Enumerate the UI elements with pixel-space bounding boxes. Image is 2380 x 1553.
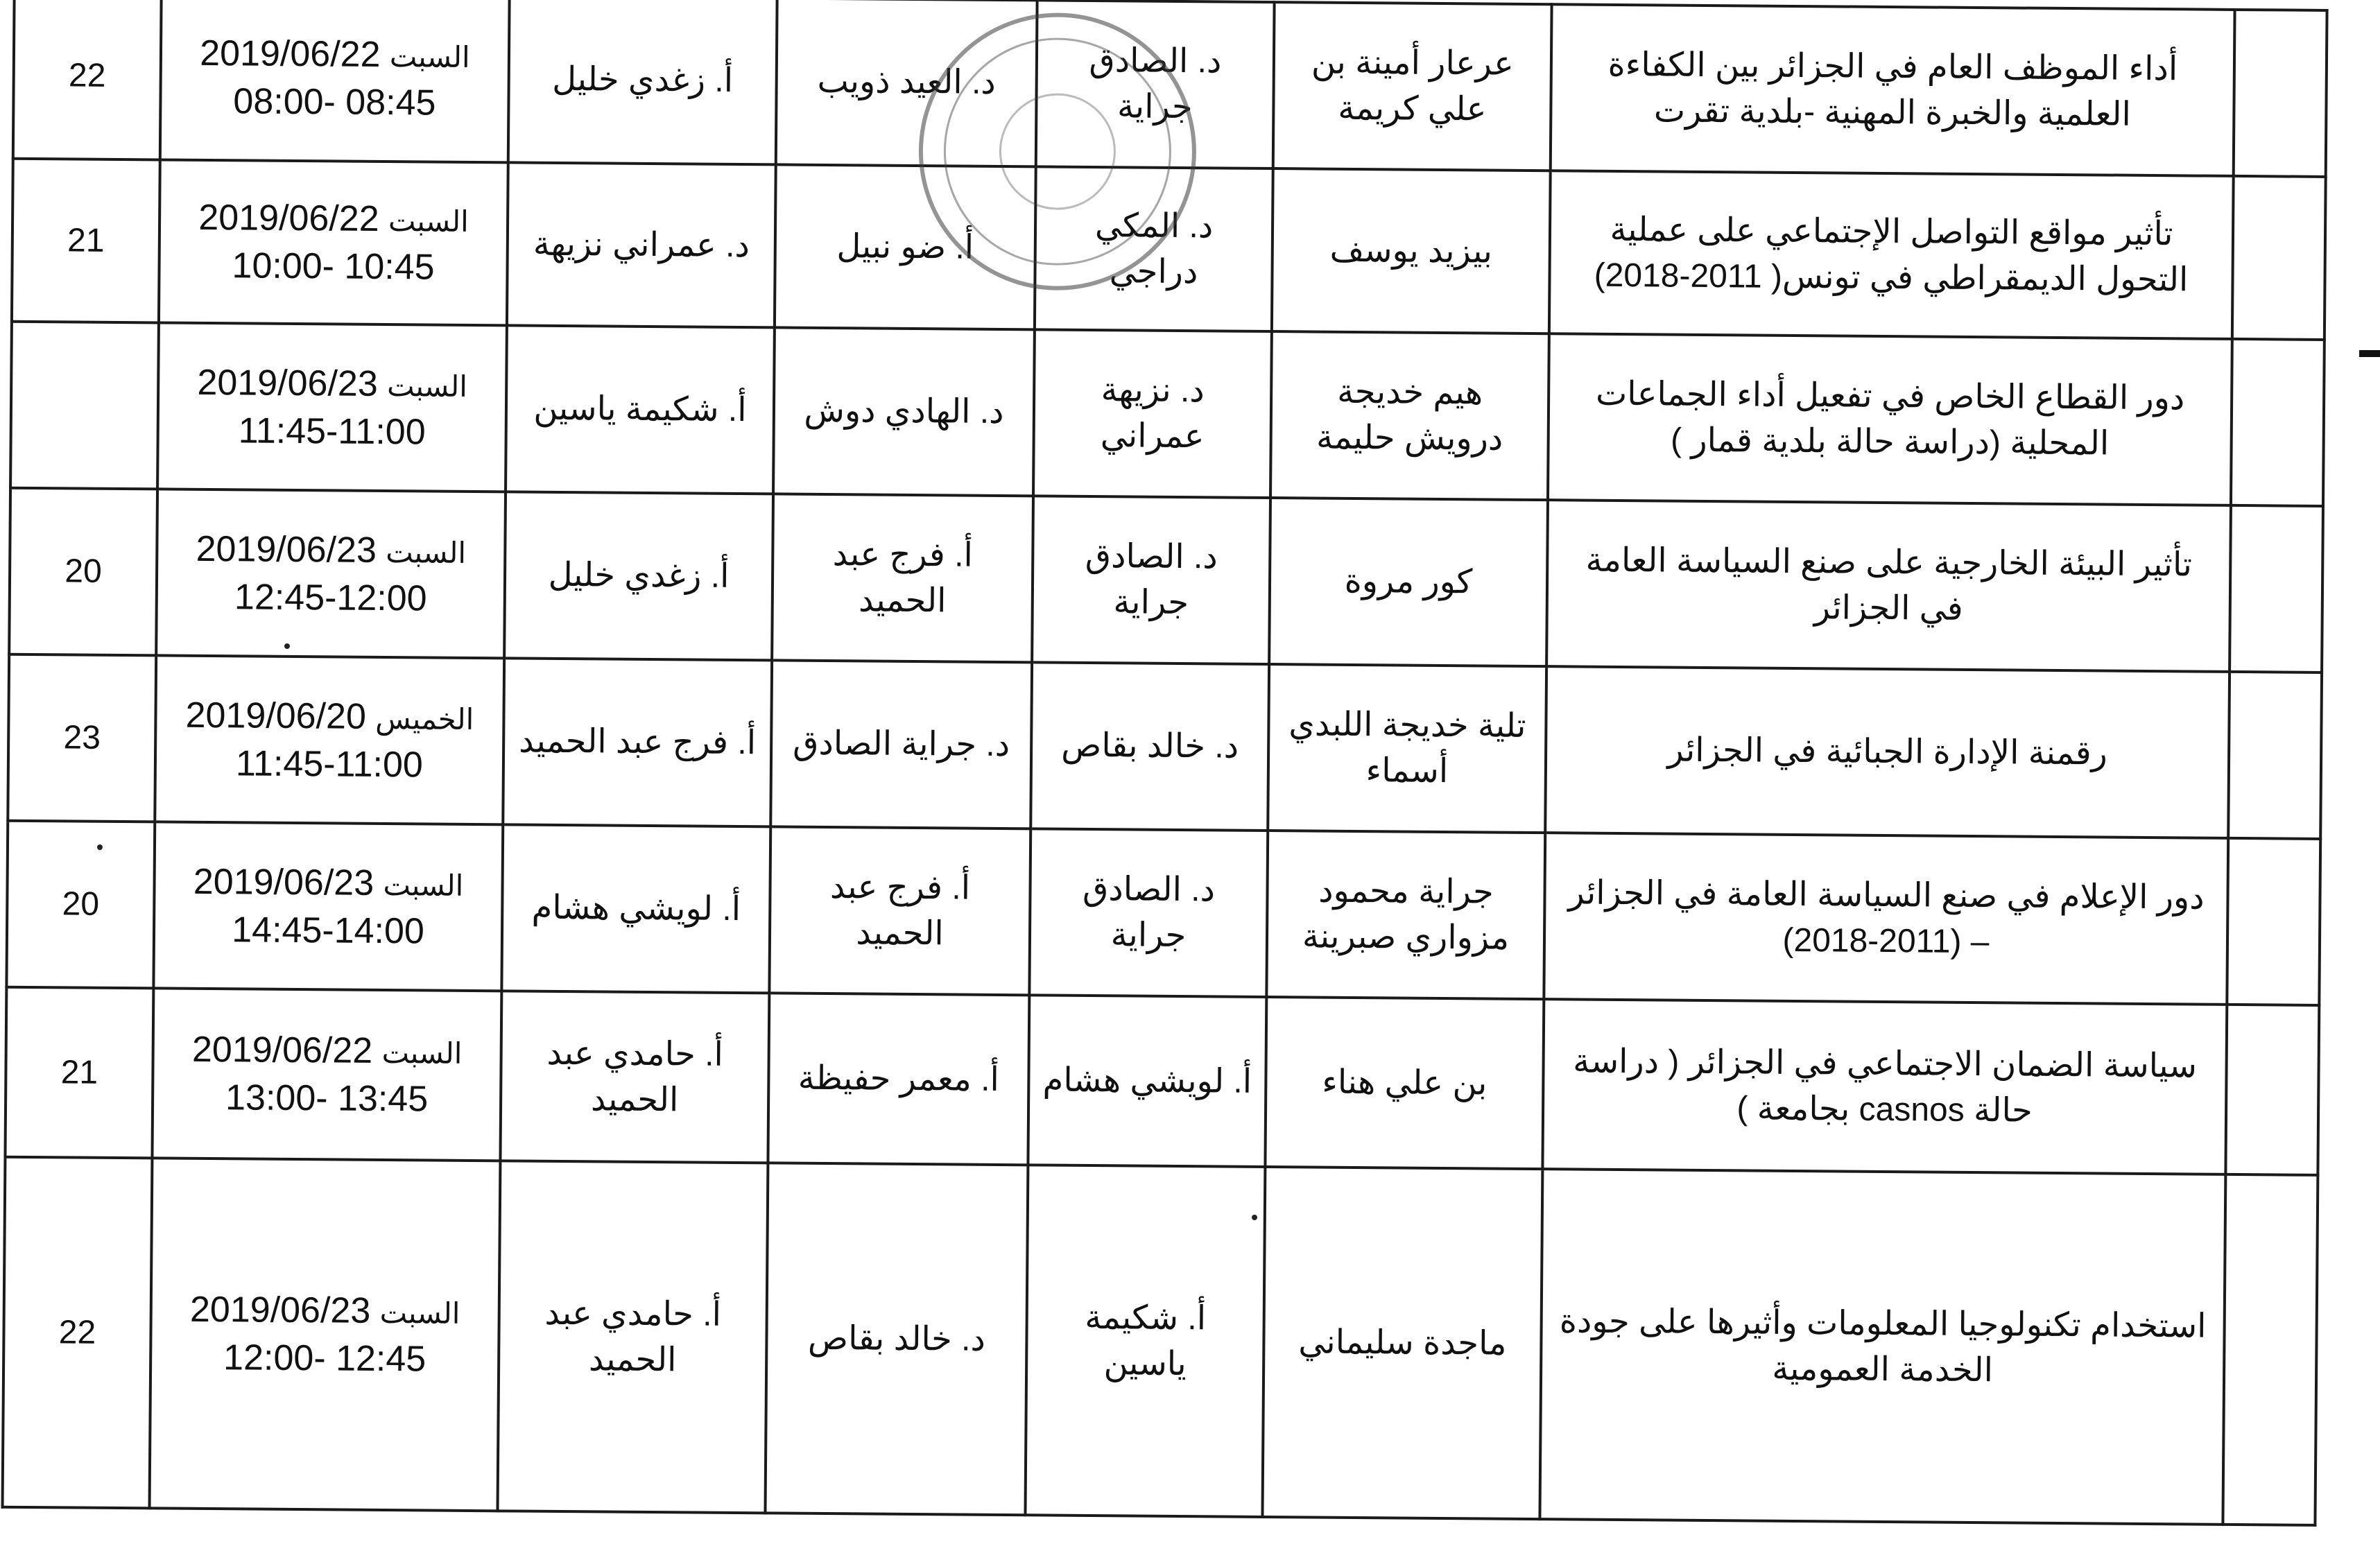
students: جراية محمود مزواري صبرينة <box>1266 831 1545 999</box>
table-row <box>5 987 2319 1175</box>
supervisor: د. نزيهة عمراني <box>1033 329 1272 498</box>
thesis-title: استخدام تكنولوجيا المعلومات وأثيرها على جودة الخدمة العمومية <box>1540 1169 2225 1525</box>
defense-datetime <box>160 0 510 162</box>
students: هيم خديجة درويش حليمة <box>1270 331 1549 500</box>
supervisor: أ. لويشي هشام <box>1028 995 1266 1167</box>
students: بن علي هناء <box>1265 997 1544 1169</box>
students: بيزيد يوسف <box>1272 168 1551 333</box>
defense-date: 2019/06/23 <box>193 861 374 903</box>
defense-datetime <box>157 322 507 492</box>
blank-cell <box>2227 838 2320 1005</box>
table-row <box>12 159 2326 340</box>
table-row <box>8 654 2322 839</box>
co-supervisor: أ. ضو نبيل <box>775 164 1036 329</box>
examiner: أ. حامدي عبد الحميد <box>500 991 769 1163</box>
defense-day: الخميس <box>375 702 474 736</box>
co-supervisor: أ. فرج عبد الحميد <box>769 826 1031 995</box>
row-number: 20 <box>6 821 155 989</box>
students: كور مروة <box>1269 498 1548 666</box>
co-supervisor: د. خالد بقاص <box>765 1163 1028 1515</box>
thesis-title: تأثير البيئة الخارجية على صنع السياسة العامة في الجزائر <box>1546 500 2231 672</box>
examiner: أ. زغدي خليل <box>508 0 777 164</box>
table-row <box>9 488 2323 673</box>
defense-day: السبت <box>386 369 468 403</box>
examiner: أ. حامدي عبد الحميد <box>497 1161 768 1513</box>
co-supervisor: د. جراية الصادق <box>770 660 1032 828</box>
defense-time: 14:45-14:00 <box>232 909 425 951</box>
row-number: 20 <box>9 488 157 656</box>
thesis-title: سياسة الضمان الاجتماعي في الجزائر ( دراسة حالة casnos بجامعة ) <box>1542 999 2227 1174</box>
co-supervisor: د. العيد ذويب <box>776 0 1037 166</box>
defense-time: 12:45-12:00 <box>234 576 427 618</box>
table-row <box>13 0 2327 177</box>
defense-datetime <box>155 655 504 824</box>
defense-date: 2019/06/23 <box>197 362 379 404</box>
defense-date: 2019/06/23 <box>196 528 377 571</box>
defense-time: 08:45 -08:00 <box>233 80 436 123</box>
examiner: أ. لويشي هشام <box>501 824 770 993</box>
blank-cell <box>2234 10 2327 177</box>
defense-datetime <box>150 1158 501 1511</box>
defense-day: السبت <box>381 1036 463 1070</box>
defense-datetime <box>152 988 501 1161</box>
students: عرعار أمينة بن علي كريمة <box>1273 2 1552 171</box>
table-row <box>10 322 2325 506</box>
examiner: أ. فرج عبد الحميد <box>503 658 772 826</box>
defense-day: السبت <box>388 205 469 238</box>
defense-schedule-table <box>1 0 2328 1527</box>
defense-day: السبت <box>389 40 470 73</box>
examiner: أ. زغدي خليل <box>504 492 773 660</box>
supervisor: د. خالد بقاص <box>1031 662 1269 831</box>
defense-time: 13:45 -13:00 <box>225 1077 429 1120</box>
table-row <box>3 1157 2318 1525</box>
examiner: أ. شكيمة ياسين <box>506 325 775 494</box>
row-number: 22 <box>13 0 162 159</box>
supervisor: أ. شكيمة ياسين <box>1025 1165 1265 1517</box>
co-supervisor: أ. معمر حفيظة <box>768 993 1029 1165</box>
defense-datetime <box>159 159 508 325</box>
defense-date: 2019/06/22 <box>191 1029 373 1071</box>
students: ماجدة سليماني <box>1262 1167 1542 1519</box>
blank-cell <box>2230 505 2323 673</box>
defense-datetime <box>156 489 506 658</box>
scan-speck <box>97 844 103 850</box>
table-row <box>6 821 2320 1005</box>
defense-date: 2019/06/22 <box>200 33 381 75</box>
defense-time: 10:45 -10:00 <box>232 245 435 288</box>
defense-time: 11:45-11:00 <box>235 743 424 785</box>
co-supervisor: أ. فرج عبد الحميد <box>772 494 1033 662</box>
defense-datetime <box>153 822 503 991</box>
schedule-body <box>3 0 2327 1525</box>
examiner: د. عمراني نزيهة <box>507 162 776 327</box>
supervisor: د. الصادق جراية <box>1036 0 1275 168</box>
thesis-title: دور القطاع الخاص في تفعيل أداء الجماعات المحلية (دراسة حالة بلدية قمار ) <box>1548 333 2232 505</box>
blank-cell <box>2232 176 2326 340</box>
blank-cell <box>2225 1005 2319 1175</box>
scan-edge-mark <box>2359 350 2380 357</box>
thesis-title: دور الإعلام في صنع السياسة العامة في الجزائر – (2011-2018) <box>1544 833 2228 1005</box>
supervisor: د. المكي دراجي <box>1035 166 1273 331</box>
defense-date: 2019/06/23 <box>189 1289 371 1331</box>
defense-date: 2019/06/22 <box>198 197 379 239</box>
blank-cell <box>2231 339 2325 506</box>
students: تلية خديجة اللبدي أسماء <box>1268 664 1546 833</box>
defense-day: السبت <box>379 1296 460 1330</box>
defense-date: 2019/06/20 <box>185 695 367 737</box>
row-number: 21 <box>12 159 160 323</box>
thesis-title: تأثير مواقع التواصل الإجتماعي على عملية التحول الديمقراطي في تونس( 2011-2018) <box>1549 171 2234 339</box>
defense-time: 12:45 -12:00 <box>223 1337 426 1380</box>
scan-speck <box>1252 1215 1257 1220</box>
co-supervisor: د. الهادي دوش <box>773 327 1035 496</box>
scan-speck <box>284 643 290 649</box>
thesis-title: أداء الموظف العام في الجزائر بين الكفاءة العلمية والخبرة المهنية -بلدية تقرت <box>1551 4 2235 176</box>
row-number: 23 <box>8 654 156 822</box>
blank-cell <box>2223 1174 2318 1525</box>
row-number: 22 <box>3 1157 153 1509</box>
defense-time: 11:45-11:00 <box>238 410 426 452</box>
supervisor: د. الصادق جراية <box>1029 828 1268 997</box>
row-number: 21 <box>5 987 153 1159</box>
thesis-title: رقمنة الإدارة الجبائية في الجزائر <box>1545 666 2230 838</box>
row-number <box>10 322 159 489</box>
supervisor: د. الصادق جراية <box>1032 496 1270 664</box>
defense-day: السبت <box>386 535 467 569</box>
blank-cell <box>2228 672 2322 839</box>
defense-day: السبت <box>383 868 464 902</box>
